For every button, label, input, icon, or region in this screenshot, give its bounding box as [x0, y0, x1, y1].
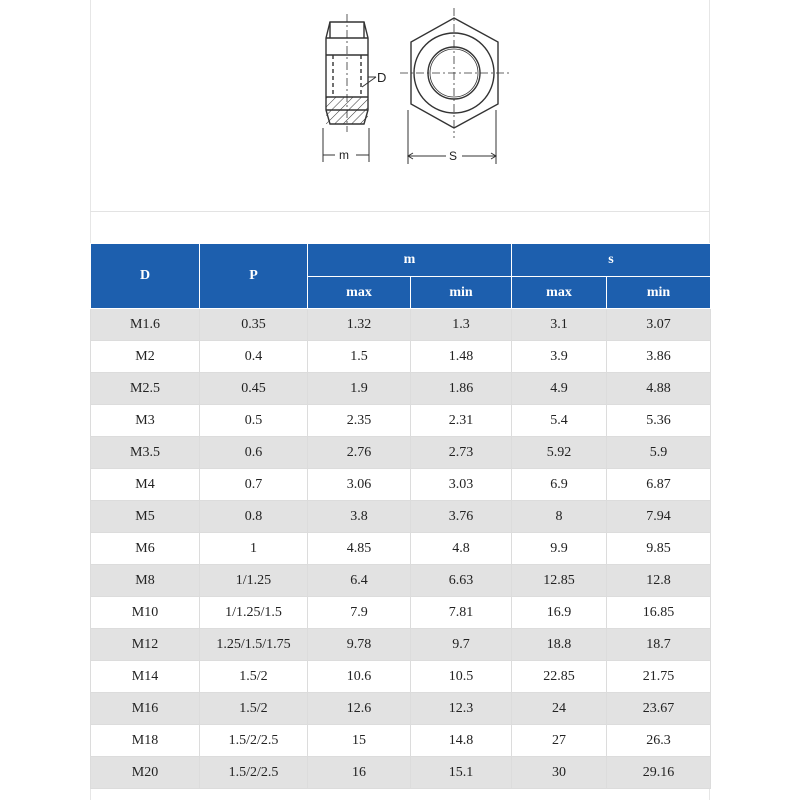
cell-d: M12: [91, 629, 200, 661]
nut-spec-table: [90, 243, 711, 789]
table-row: [91, 437, 711, 469]
cell-s-min: 9.85: [607, 533, 711, 565]
cell-p: 0.7: [200, 469, 308, 501]
hex-nut-drawing: [300, 0, 520, 180]
cell-m-max: 6.4: [308, 565, 411, 597]
cell-s-max: 5.92: [512, 437, 607, 469]
cell-s-max: 16.9: [512, 597, 607, 629]
cell-d: M18: [91, 725, 200, 757]
table-header: [91, 244, 711, 309]
cell-s-min: 6.87: [607, 469, 711, 501]
cell-s-min: 18.7: [607, 629, 711, 661]
table-row: [91, 309, 711, 341]
header-s-min: min: [607, 277, 711, 309]
table-row: [91, 373, 711, 405]
cell-s-min: 3.07: [607, 309, 711, 341]
cell-p: 1/1.25: [200, 565, 308, 597]
cell-m-min: 6.63: [411, 565, 512, 597]
cell-p: 1.5/2: [200, 693, 308, 725]
table-row: [91, 757, 711, 789]
cell-m-min: 3.03: [411, 469, 512, 501]
nut-top-view: [400, 8, 510, 138]
cell-s-min: 12.8: [607, 565, 711, 597]
cell-s-max: 4.9: [512, 373, 607, 405]
cell-p: 1.5/2: [200, 661, 308, 693]
cell-m-max: 10.6: [308, 661, 411, 693]
cell-s-min: 26.3: [607, 725, 711, 757]
cell-m-min: 1.3: [411, 309, 512, 341]
cell-s-max: 27: [512, 725, 607, 757]
cell-p: 1.5/2/2.5: [200, 725, 308, 757]
hex-nut-diagram: [300, 0, 520, 180]
cell-d: M3: [91, 405, 200, 437]
cell-s-max: 22.85: [512, 661, 607, 693]
cell-p: 0.6: [200, 437, 308, 469]
table-row: [91, 661, 711, 693]
cell-m-max: 12.6: [308, 693, 411, 725]
cell-s-min: 23.67: [607, 693, 711, 725]
cell-d: M2: [91, 341, 200, 373]
cell-d: M4: [91, 469, 200, 501]
cell-m-min: 2.73: [411, 437, 512, 469]
cell-p: 1.5/2/2.5: [200, 757, 308, 789]
table-row: [91, 501, 711, 533]
cell-s-max: 24: [512, 693, 607, 725]
d-label: D: [377, 70, 387, 85]
cell-p: 0.35: [200, 309, 308, 341]
header-p: P: [200, 244, 308, 309]
cell-m-min: 14.8: [411, 725, 512, 757]
cell-m-max: 1.32: [308, 309, 411, 341]
cell-d: M3.5: [91, 437, 200, 469]
cell-d: M10: [91, 597, 200, 629]
table-row: [91, 565, 711, 597]
cell-m-max: 3.8: [308, 501, 411, 533]
table-body: [91, 309, 711, 789]
header-d: D: [91, 244, 200, 309]
header-m: m: [308, 244, 512, 277]
cell-m-min: 3.76: [411, 501, 512, 533]
cell-m-max: 4.85: [308, 533, 411, 565]
table-row: [91, 725, 711, 757]
cell-m-max: 15: [308, 725, 411, 757]
cell-s-max: 9.9: [512, 533, 607, 565]
cell-s-max: 3.9: [512, 341, 607, 373]
cell-s-max: 30: [512, 757, 607, 789]
table-row: [91, 629, 711, 661]
cell-s-min: 21.75: [607, 661, 711, 693]
cell-d: M6: [91, 533, 200, 565]
cell-p: 0.45: [200, 373, 308, 405]
table-row: [91, 533, 711, 565]
cell-s-min: 5.9: [607, 437, 711, 469]
cell-p: 1: [200, 533, 308, 565]
cell-p: 0.5: [200, 405, 308, 437]
cell-s-max: 18.8: [512, 629, 607, 661]
cell-s-max: 3.1: [512, 309, 607, 341]
table-row: [91, 597, 711, 629]
cell-p: 1.25/1.5/1.75: [200, 629, 308, 661]
cell-s-max: 5.4: [512, 405, 607, 437]
cell-m-min: 4.8: [411, 533, 512, 565]
cell-m-max: 16: [308, 757, 411, 789]
cell-m-max: 9.78: [308, 629, 411, 661]
cell-m-min: 1.86: [411, 373, 512, 405]
header-s-max: max: [512, 277, 607, 309]
cell-m-min: 7.81: [411, 597, 512, 629]
table-row: [91, 469, 711, 501]
cell-d: M14: [91, 661, 200, 693]
cell-m-min: 2.31: [411, 405, 512, 437]
cell-m-min: 12.3: [411, 693, 512, 725]
cell-s-min: 16.85: [607, 597, 711, 629]
cell-d: M5: [91, 501, 200, 533]
cell-d: M16: [91, 693, 200, 725]
cell-m-max: 3.06: [308, 469, 411, 501]
cell-p: 1/1.25/1.5: [200, 597, 308, 629]
header-m-max: max: [308, 277, 411, 309]
table-row: [91, 405, 711, 437]
cell-s-min: 3.86: [607, 341, 711, 373]
cell-m-min: 15.1: [411, 757, 512, 789]
cell-s-min: 4.88: [607, 373, 711, 405]
s-label: S: [449, 149, 458, 163]
header-m-min: min: [411, 277, 512, 309]
cell-m-min: 10.5: [411, 661, 512, 693]
table-row: [91, 341, 711, 373]
section-divider: [90, 211, 710, 212]
cell-d: M1.6: [91, 309, 200, 341]
cell-m-max: 1.5: [308, 341, 411, 373]
cell-p: 0.4: [200, 341, 308, 373]
nut-side-view: [326, 14, 376, 132]
cell-s-max: 12.85: [512, 565, 607, 597]
cell-s-max: 6.9: [512, 469, 607, 501]
m-label: m: [339, 148, 349, 162]
cell-m-min: 9.7: [411, 629, 512, 661]
cell-d: M2.5: [91, 373, 200, 405]
cell-s-max: 8: [512, 501, 607, 533]
cell-m-min: 1.48: [411, 341, 512, 373]
cell-m-max: 2.76: [308, 437, 411, 469]
table-row: [91, 693, 711, 725]
cell-m-max: 7.9: [308, 597, 411, 629]
cell-p: 0.8: [200, 501, 308, 533]
cell-d: M20: [91, 757, 200, 789]
cell-s-min: 7.94: [607, 501, 711, 533]
header-s: s: [512, 244, 711, 277]
cell-s-min: 5.36: [607, 405, 711, 437]
cell-m-max: 2.35: [308, 405, 411, 437]
cell-d: M8: [91, 565, 200, 597]
cell-m-max: 1.9: [308, 373, 411, 405]
cell-s-min: 29.16: [607, 757, 711, 789]
